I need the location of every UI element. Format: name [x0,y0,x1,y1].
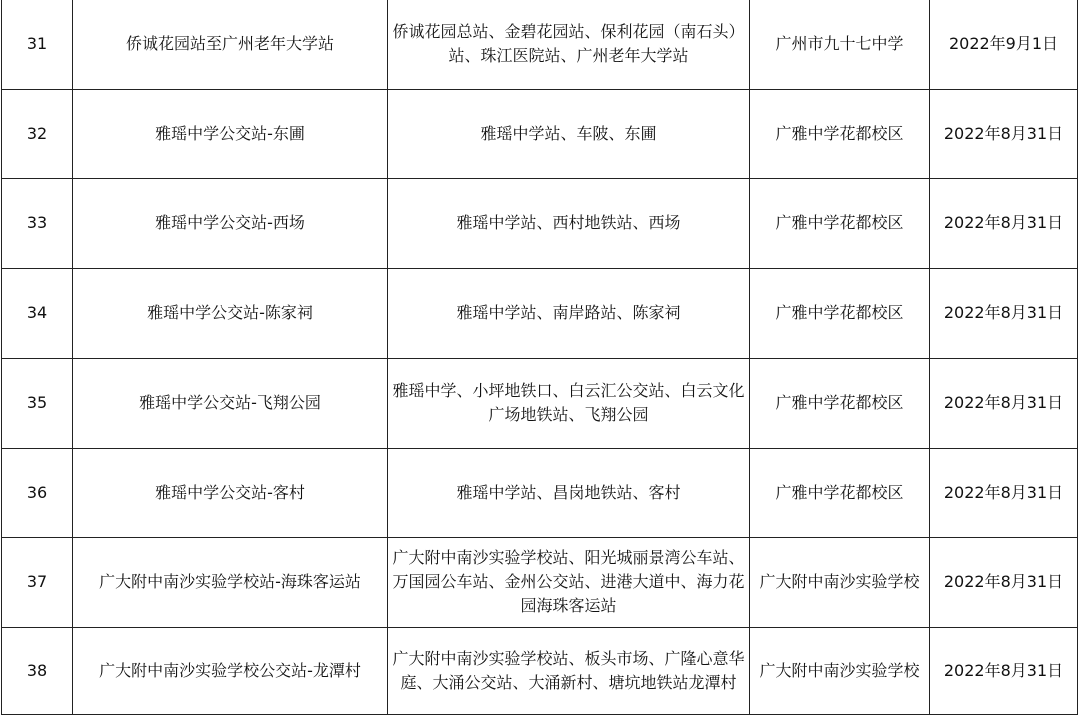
route-stops: 雅瑶中学站、昌岗地铁站、客村 [388,448,750,537]
school-name: 广州市九十七中学 [750,0,930,89]
route-stops: 雅瑶中学站、西村地铁站、西场 [388,178,750,268]
route-name: 广大附中南沙实验学校公交站-龙潭村 [73,627,388,714]
route-name: 雅瑶中学公交站-飞翔公园 [73,358,388,448]
school-name: 广雅中学花都校区 [750,268,930,358]
route-name: 雅瑶中学公交站-东圃 [73,89,388,178]
school-name: 广雅中学花都校区 [750,178,930,268]
route-name: 雅瑶中学公交站-陈家祠 [73,268,388,358]
route-stops: 侨诚花园总站、金碧花园站、保利花园（南石头）站、珠江医院站、广州老年大学站 [388,0,750,89]
row-number: 33 [2,178,73,268]
row-number: 34 [2,268,73,358]
table-row [2,358,1078,448]
start-date: 2022年8月31日 [930,358,1078,448]
row-number: 38 [2,627,73,714]
start-date: 2022年8月31日 [930,537,1078,627]
start-date: 2022年8月31日 [930,268,1078,358]
route-stops: 雅瑶中学、小坪地铁口、白云汇公交站、白云文化广场地铁站、飞翔公园 [388,358,750,448]
row-number: 32 [2,89,73,178]
route-name: 广大附中南沙实验学校站-海珠客运站 [73,537,388,627]
start-date: 2022年8月31日 [930,178,1078,268]
row-number: 35 [2,358,73,448]
school-name: 广雅中学花都校区 [750,448,930,537]
table-row [2,268,1078,358]
route-stops: 广大附中南沙实验学校站、板头市场、广隆心意华庭、大涌公交站、大涌新村、塘坑地铁站龙潭村 [388,627,750,714]
route-stops: 雅瑶中学站、南岸路站、陈家祠 [388,268,750,358]
route-stops: 广大附中南沙实验学校站、阳光城丽景湾公车站、万国园公车站、金州公交站、进港大道中、海力花园海珠客运站 [388,537,750,627]
route-stops: 雅瑶中学站、车陂、东圃 [388,89,750,178]
table-row [2,89,1078,178]
school-name: 广雅中学花都校区 [750,358,930,448]
table-row [2,178,1078,268]
row-number: 37 [2,537,73,627]
route-name: 雅瑶中学公交站-西场 [73,178,388,268]
row-number: 36 [2,448,73,537]
table-row [2,537,1078,627]
table-row [2,448,1078,537]
row-number: 31 [2,0,73,89]
school-name: 广雅中学花都校区 [750,89,930,178]
route-table [1,0,1078,715]
table-row [2,0,1078,89]
route-name: 侨诚花园站至广州老年大学站 [73,0,388,89]
school-name: 广大附中南沙实验学校 [750,537,930,627]
start-date: 2022年8月31日 [930,89,1078,178]
table-row [2,627,1078,714]
start-date: 2022年8月31日 [930,627,1078,714]
start-date: 2022年8月31日 [930,448,1078,537]
school-name: 广大附中南沙实验学校 [750,627,930,714]
route-name: 雅瑶中学公交站-客村 [73,448,388,537]
start-date: 2022年9月1日 [930,0,1078,89]
